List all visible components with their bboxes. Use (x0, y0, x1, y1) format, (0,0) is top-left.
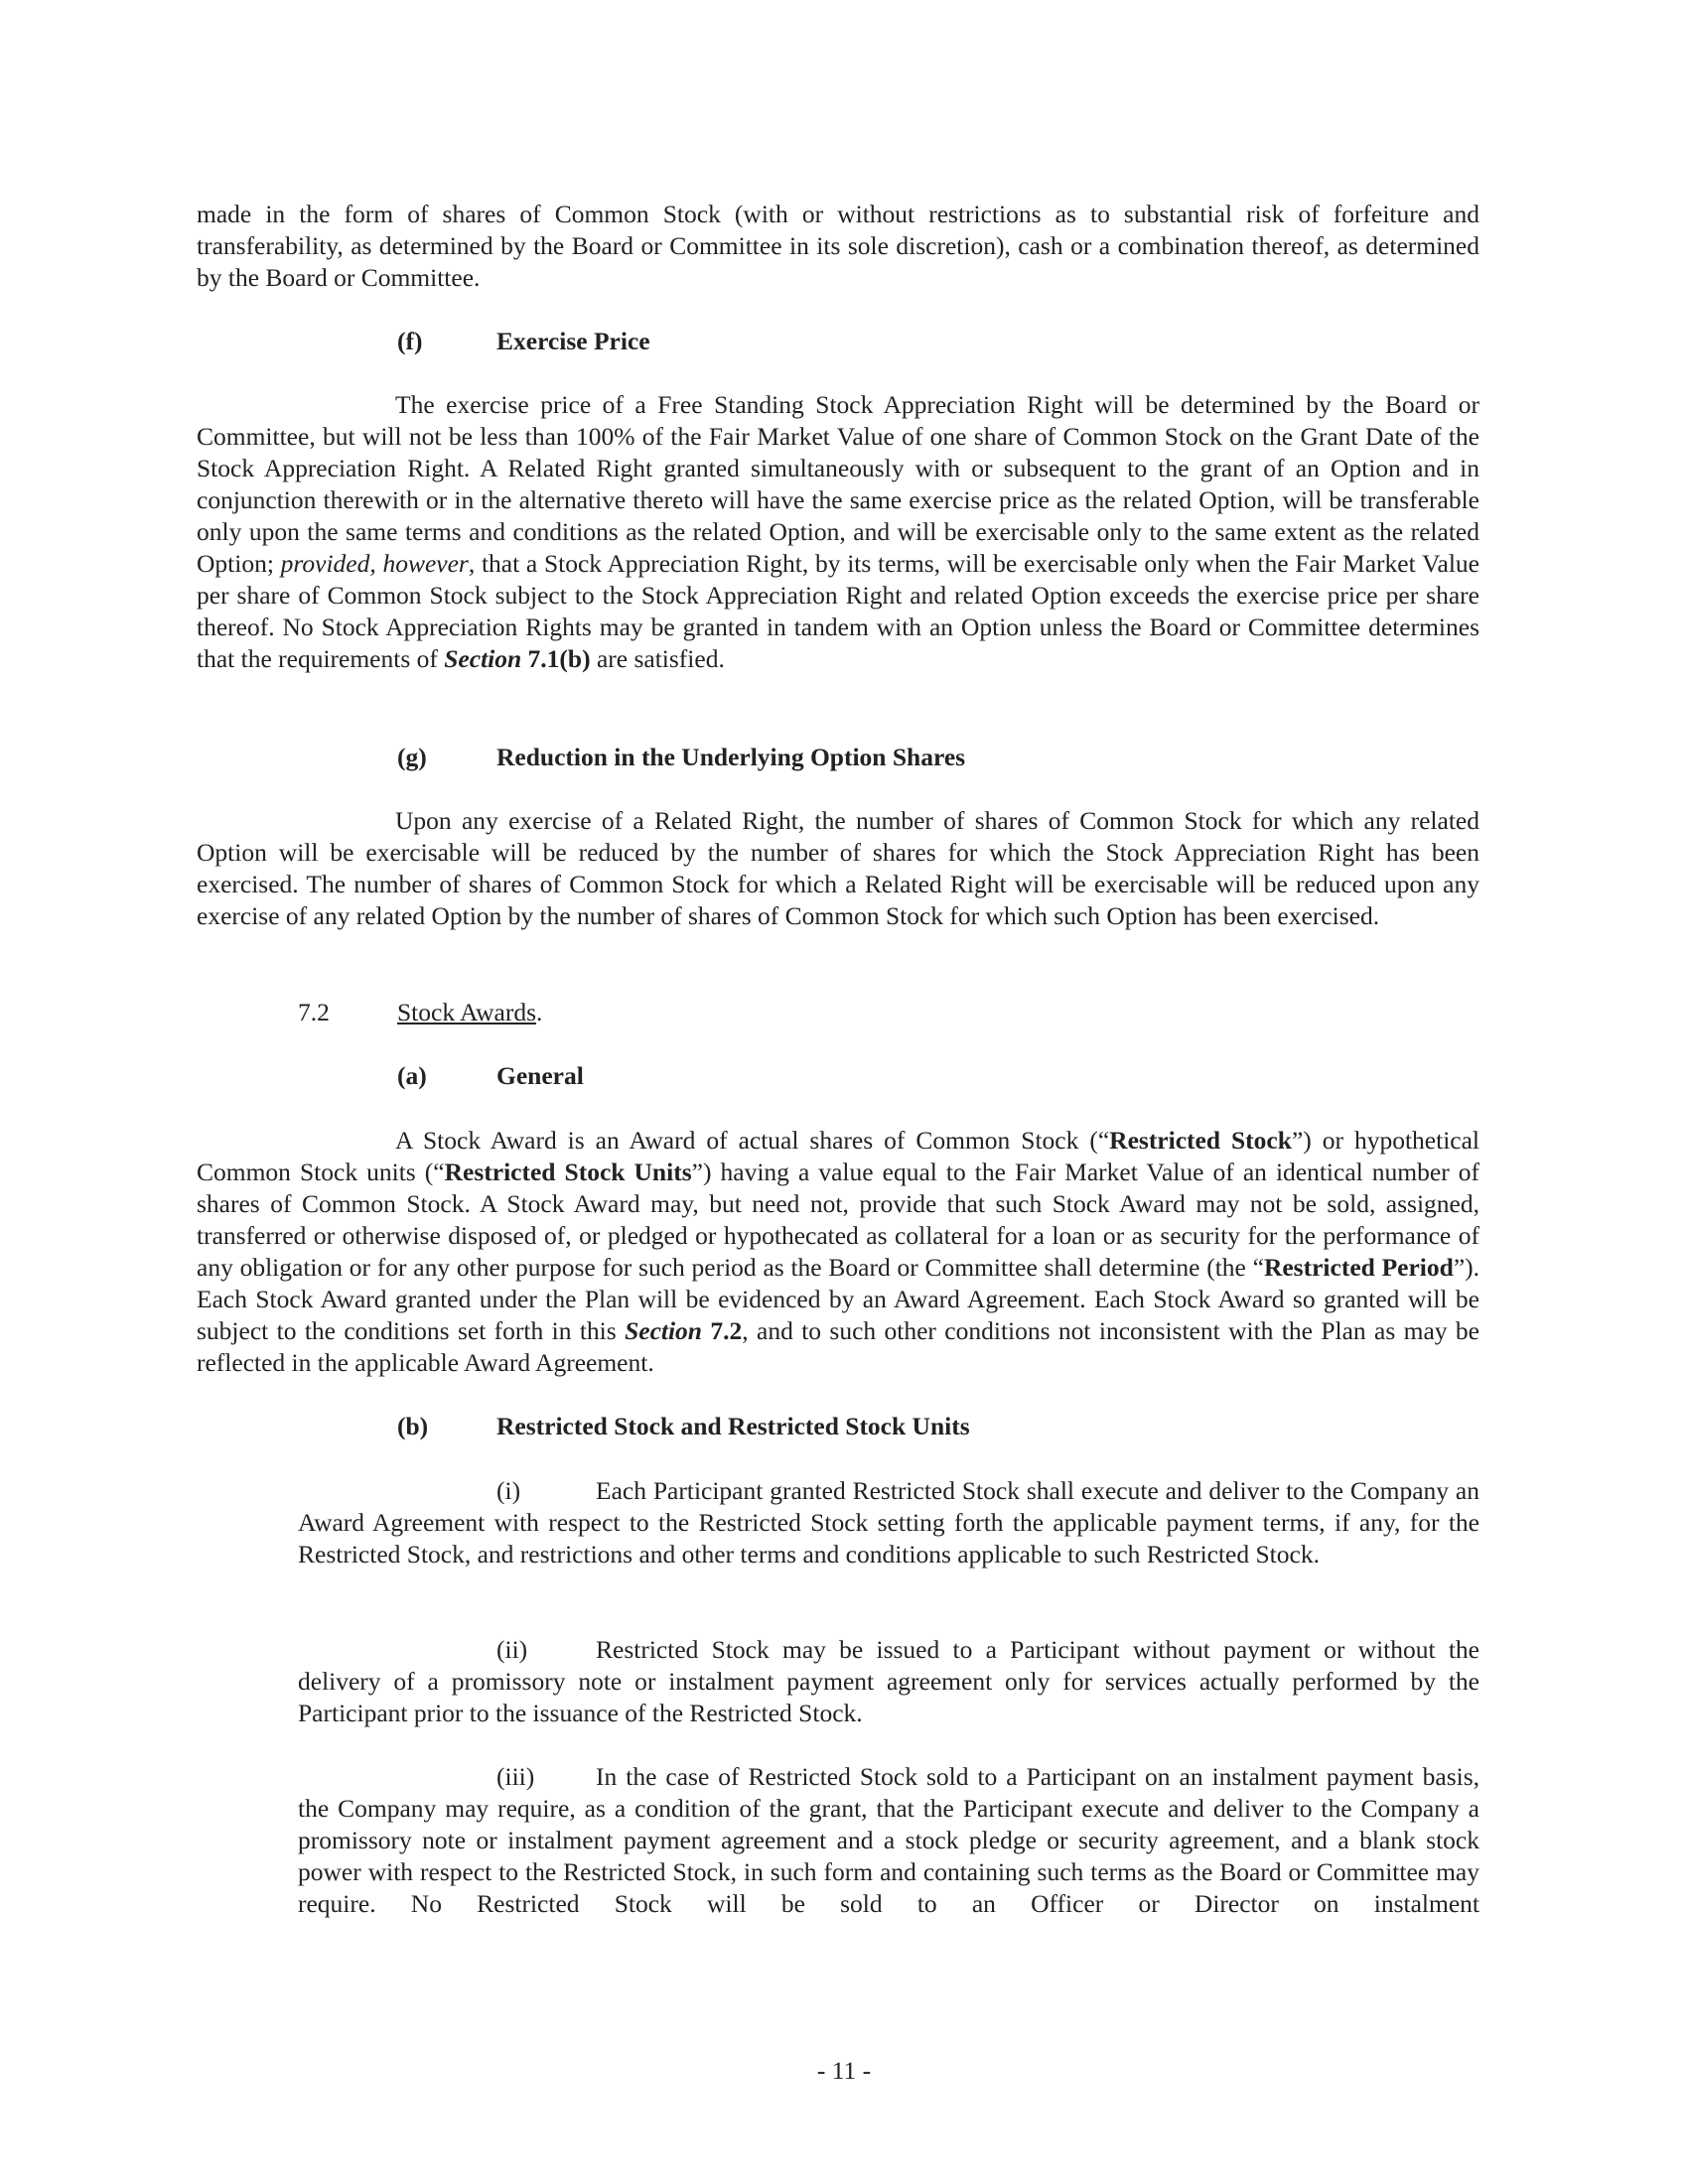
heading-b-number: (b) (397, 1412, 429, 1440)
subparagraph-ii-number: (ii) (496, 1635, 528, 1664)
page-number: - 11 - (816, 2056, 872, 2085)
heading-f-number: (f) (397, 327, 423, 355)
paragraph-f-body: The exercise price of a Free Standing Stock Appreciation Right will be determined by the Board or Committee, but will not be less than 100% of the Fair Market Value of one share of Common Stock on the Grant Date of the Stock Appreciation Right. A Related Right granted simultaneously with or subsequent to the grant of an Option and in conjunction therewith or in the alternative thereto will have the same exercise price as the related Option, will be transferable only upon the same terms and conditions as the related Option, and will be exercisable only to the same extent as the related Option; provided, however, that a Stock Appreciation Right, by its terms, will be exercisable only when the Fair Market Value per share of Common Stock subject to the Stock Appreciation Right and related Option exceeds the exercise price per share thereof. No Stock Appreciation Rights may be granted in tandem with an Option unless the Board or Committee determines that the requirements of Section 7.1(b) are satisfied. (197, 390, 1480, 673)
document-page: made in the form of shares of Common Stock (with or without restrictions as to substantial risk of forfeiture and transferability, as determined by the Board or Committee in its sole discretion), cash or a combination thereof, as determined by the Board or Committee. (f) Exercise Price The exercise price of a Free Standing Stock Appreciation Right will be determined by the Board or Committee, but will not be less than 100% of the Fair Market Value of one share of Common Stock on the Grant Date of the Stock Appreciation Right. A Related Right granted simultaneously with or subsequent to the grant of an Option and in conjunction therewith or in the alternative thereto will have the same exercise price as the related Option, will be transferable only upon the same terms and conditions as the related Option, and will be exercisable only to the same extent as the related Option; provided, however, that a Stock Appreciation Right, by its terms, will be exercisable only when the Fair Market Value per share of Common Stock subject to the Stock Appreciation Right and related Option exceeds the exercise price per share thereof. No Stock Appreciation Rights may be granted in tandem with an Option unless the Board or Committee determines that the requirements of Section 7.1(b) are satisfied. (g) Reduction in the Underlying Option Shares Upon any exercise of a Related Right, the number of shares of Common Stock for which any related Option will be exercisable will be reduced by the number of shares for which the Stock Appreciation Right has been exercised. The number of shares of Common Stock for which a Related Right will be exercisable will be reduced upon any exercise of any related Option by the number of shares of Common Stock for which such Option has been exercised. 7.2 Stock Awards. (a) General A Stock Award is an Award of actual shares of Common Stock (“Restricted Stock”) or hypothetical Common Stock units (“Restricted Stock Units”) having a value equal to the Fair Market Value of an identical number of shares of Common Stock. A Stock Award may, but need not, provide that such Stock Award may not be sold, assigned, transferred or otherwise disposed of, or pledged or hypothecated as collateral for a loan or as security for the performance of any obligation or for any other purpose for such period as the Board or Committee shall determine (the “Restricted Period”). Each Stock Award granted under the Plan will be evidenced by an Award Agreement. Each Stock Award so granted will be subject to the conditions set forth in this Section 7.2, and to such other conditions not inconsistent with the Plan as may be reflected in the applicable Award Agreement. (b) Restricted Stock and Restricted Stock Units (i) Each Participant granted Restricted Stock shall execute and deliver to the Company an Award Agreement with respect to the Restricted Stock setting forth the applicable payment terms, if any, for the Restricted Stock, and restrictions and other terms and conditions applicable to such Restricted Stock. (ii) Restricted Stock may be issued to a Participant without payment or without the delivery of a promissory note or instalment payment agreement only for services actually performed by the Participant prior to the issuance of the Restricted Stock. (iii) In the case of Restricted Stock sold to a Participant on an instalment payment basis, the Company may require, as a condition of the grant, that the Participant execute and deliver to the Company a promissory note or instalment payment agreement and a stock pledge or security agreement, and a blank stock power with respect to the Restricted Stock, in such form and containing such terms as the Board or Committee may require. No Restricted Stock will be sold to an Officer or Director on instalment - 11 - (0, 0, 1688, 2184)
heading-g-number: (g) (397, 743, 427, 771)
subparagraph-iii: (iii) In the case of Restricted Stock sold to a Participant on an instalment payment basis, the Company may require, as a condition of the grant, that the Participant execute and deliver to the Company a promissory note or instalment payment agreement and a stock pledge or security agreement, and a blank stock power with respect to the Restricted Stock, in such form and containing such terms as the Board or Committee may require. No Restricted Stock will be sold to an Officer or Director on instalment (298, 1762, 1479, 1918)
subparagraph-iii-number: (iii) (496, 1762, 535, 1791)
paragraph-a-body: A Stock Award is an Award of actual shares of Common Stock (“Restricted Stock”) or hypothetical Common Stock units (“Restricted Stock Units”) having a value equal to the Fair Market Value of an identical number of shares of Common Stock. A Stock Award may, but need not, provide that such Stock Award may not be sold, assigned, transferred or otherwise disposed of, or pledged or hypothecated as collateral for a loan or as security for the performance of any obligation or for any other purpose for such period as the Board or Committee shall determine (the “Restricted Period”). Each Stock Award granted under the Plan will be evidenced by an Award Agreement. Each Stock Award so granted will be subject to the conditions set forth in this Section 7.2, and to such other conditions not inconsistent with the Plan as may be reflected in the applicable Award Agreement. (197, 1126, 1480, 1377)
subparagraph-ii: (ii) Restricted Stock may be issued to a Participant without payment or without the delivery of a promissory note or instalment payment agreement only for services actually performed by the Participant prior to the issuance of the Restricted Stock. (298, 1635, 1479, 1727)
section-7-2-number: 7.2 (298, 998, 330, 1026)
section-7-2-title: Stock Awards (397, 998, 537, 1026)
paragraph-g-body: Upon any exercise of a Related Right, the number of shares of Common Stock for which any related Option will be exercisable will be reduced by the number of shares for which the Stock Appreciation Right has been exercised. The number of shares of Common Stock for which a Related Right will be exercisable will be reduced upon any exercise of any related Option by the number of shares of Common Stock for which such Option has been exercised. (197, 806, 1479, 930)
heading-a-number: (a) (397, 1061, 427, 1090)
heading-a-title: General (496, 1061, 584, 1090)
continuation-paragraph: made in the form of shares of Common Stock (with or without restrictions as to substantial risk of forfeiture and transferability, as determined by the Board or Committee in its sole discretion), cash or a combination thereof, as determined by the Board or Committee. (197, 200, 1479, 292)
heading-f-title: Exercise Price (496, 327, 650, 355)
heading-g-title: Reduction in the Underlying Option Shares (496, 743, 966, 771)
subparagraph-i-number: (i) (496, 1476, 521, 1505)
heading-b-title: Restricted Stock and Restricted Stock Units (496, 1412, 970, 1440)
subparagraph-i: (i) Each Participant granted Restricted Stock shall execute and deliver to the Company an Award Agreement with respect to the Restricted Stock setting forth the applicable payment terms, if any, for the Restricted Stock, and restrictions and other terms and conditions applicable to such Restricted Stock. (298, 1476, 1479, 1569)
